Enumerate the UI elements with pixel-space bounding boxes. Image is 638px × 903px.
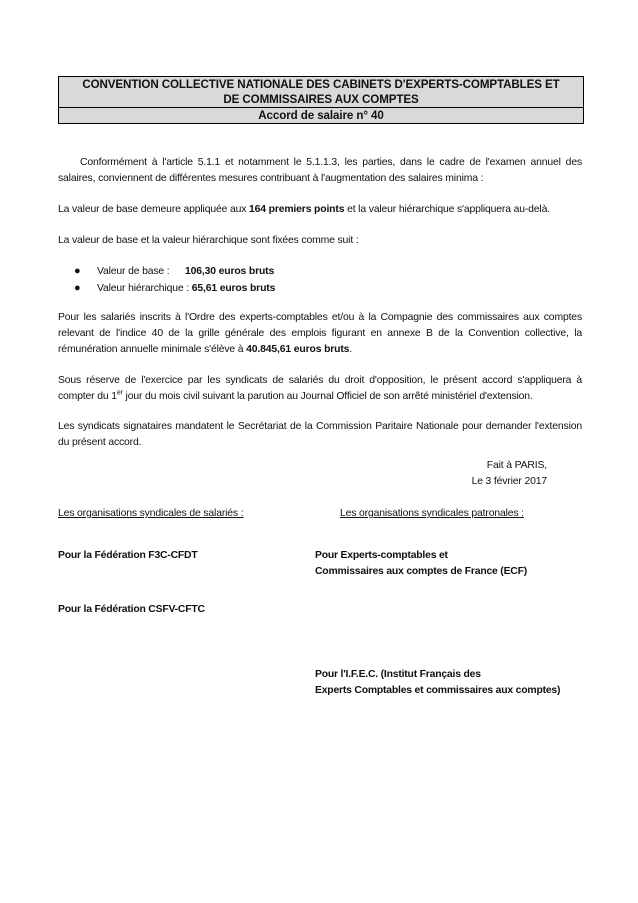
title-box <box>58 76 584 124</box>
base-text-post: et la valeur hiérarchique s'appliquera au-delà. <box>344 204 550 215</box>
base-value-paragraph <box>58 202 582 218</box>
value-amount: 106,30 euros bruts <box>185 266 275 277</box>
salaries-text-bold: 40.845,61 euros bruts <box>246 344 350 355</box>
title-line-1: CONVENTION COLLECTIVE NATIONALE DES CABINETS D'EXPERTS-COMPTABLES ET <box>82 78 560 91</box>
signature-date: Le 3 février 2017 <box>471 476 547 487</box>
base-text-pre: La valeur de base demeure appliquée aux <box>58 204 249 215</box>
title-line-2: DE COMMISSAIRES AUX COMPTES <box>223 93 419 106</box>
fixed-paragraph: La valeur de base et la valeur hiérarchique sont fixées comme suit : <box>58 235 359 246</box>
ifec-signatory-line-1: Pour l'I.F.E.C. (Institut Français des <box>315 669 481 680</box>
list-item <box>74 263 274 280</box>
list-item <box>74 280 275 297</box>
ifec-signatory-line-2: Experts Comptables et commissaires aux comptes) <box>315 685 561 696</box>
salaries-paragraph <box>58 310 582 358</box>
subtitle: Accord de salaire n° 40 <box>59 107 583 123</box>
salaries-text-post: . <box>349 344 353 355</box>
value-label: Valeur de base : <box>97 266 170 277</box>
signature-place: Fait à PARIS, <box>486 460 547 471</box>
ecf-signatory-line-2: Commissaires aux comptes de France (ECF) <box>315 566 528 577</box>
salaries-text-pre: Pour les salariés inscrits à l'Ordre des experts-comptables et/ou à la Compagnie des commissaires aux comptes relevant de l'indice 40 de la grille générale des emplois figurant en annexe B de la Convention collective, la rémunération annuelle minimale s'élève à <box>58 312 582 355</box>
f3c-cfdt-signatory: Pour la Fédération F3C-CFDT <box>58 550 198 561</box>
reserve-paragraph <box>58 373 582 405</box>
patronal-orgs-heading: Les organisations syndicales patronales : <box>340 508 524 519</box>
salaries-orgs-heading: Les organisations syndicales de salariés : <box>58 508 244 519</box>
extension-paragraph: Les syndicats signataires mandatent le Secrétariat de la Commission Paritaire Nationale pour demander l'extension du présent accord. <box>58 421 582 448</box>
reserve-text-post: jour du mois civil suivant la parution au Journal Officiel de son arrêté ministériel d'extension. <box>122 391 533 402</box>
ecf-signatory-line-1: Pour Experts-comptables et <box>315 550 448 561</box>
reserve-text-pre: Sous réserve de l'exercice par les syndicats de salariés du droit d'opposition, le présent accord s'appliquera à compter du 1 <box>58 375 582 402</box>
value-label: Valeur hiérarchique : <box>97 283 189 294</box>
base-text-bold: 164 premiers points <box>249 204 345 215</box>
value-amount: 65,61 euros bruts <box>191 283 276 294</box>
bullet-icon: ● <box>74 265 81 277</box>
reserve-sup: er <box>116 389 123 397</box>
intro-paragraph: Conformément à l'article 5.1.1 et notamment le 5.1.1.3, les parties, dans le cadre de l'examen annuel des salaires, conviennent de différentes mesures contribuant à l'augmentation des salaires minima : <box>58 157 582 184</box>
csfv-cftc-signatory: Pour la Fédération CSFV-CFTC <box>58 604 205 615</box>
bullet-icon: ● <box>74 282 81 294</box>
